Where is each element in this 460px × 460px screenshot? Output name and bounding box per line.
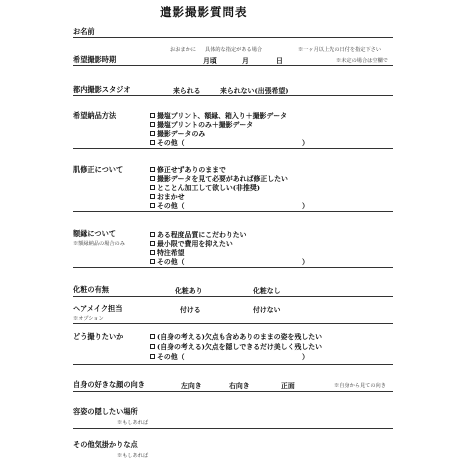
how-option-other[interactable]: その他（	[150, 351, 185, 361]
studio-can-come[interactable]: 来られる	[173, 87, 201, 95]
delivery-option-2[interactable]: 撮塩プリントのみ＋撮影データ	[150, 119, 253, 129]
frame-option-1[interactable]: ある程度品質にこだわりたい	[150, 229, 247, 239]
checkbox-icon[interactable]	[150, 259, 155, 264]
makeup-yes[interactable]: 化粧あり	[175, 287, 203, 295]
checkbox-icon[interactable]	[150, 167, 155, 172]
date-month-approx[interactable]: 月頃	[203, 57, 217, 65]
hair-makeup-none[interactable]: 付けない	[253, 306, 281, 314]
studio-underline	[73, 95, 393, 96]
checkbox-icon[interactable]	[150, 250, 155, 255]
hide-underline	[73, 428, 393, 429]
skin-option-3[interactable]: とことん加工して欲しい(非推奨)	[150, 182, 260, 192]
date-note-rough: おおまかに	[170, 47, 196, 53]
delivery-option-3[interactable]: 撮影データのみ	[150, 128, 205, 138]
frame-underline	[73, 267, 393, 268]
checkbox-icon[interactable]	[150, 203, 155, 208]
hide-note: ※もしあれば	[117, 420, 149, 426]
makeup-no[interactable]: 化粧なし	[253, 287, 281, 295]
angle-label: 自身の好きな顔の向き	[73, 380, 145, 389]
frame-option-other[interactable]: その他（	[150, 256, 185, 266]
delivery-option-1[interactable]: 撮塩プリント、額縁、箱入り＋撮影データ	[150, 110, 287, 120]
hair-makeup-underline	[73, 323, 393, 324]
how-option-1[interactable]: (自身の考える)欠点も含めありのままの姿を残したい	[150, 331, 322, 341]
date-month[interactable]: 月	[242, 57, 249, 65]
angle-left[interactable]: 左向き	[181, 382, 202, 390]
how-underline	[73, 364, 393, 365]
date-underline	[73, 65, 393, 66]
checkbox-icon[interactable]	[150, 131, 155, 136]
how-other-close: ）	[302, 353, 309, 361]
skin-other-close: ）	[302, 202, 309, 210]
angle-note: ※自身から見ての向き	[334, 383, 386, 389]
skin-underline	[73, 211, 393, 212]
checkbox-icon[interactable]	[150, 122, 155, 127]
skin-label: 肌修正について	[73, 165, 124, 174]
checkbox-icon[interactable]	[150, 194, 155, 199]
delivery-underline	[73, 148, 393, 149]
checkbox-icon[interactable]	[150, 113, 155, 118]
studio-label: 都内撮影スタジオ	[73, 85, 131, 94]
checkbox-icon[interactable]	[150, 334, 155, 339]
date-note-advance: ※一ヶ月以上先の日付を指定下さい	[298, 47, 382, 53]
hair-makeup-add[interactable]: 付ける	[180, 306, 201, 314]
makeup-label: 化粧の有無	[73, 285, 109, 294]
checkbox-icon[interactable]	[150, 185, 155, 190]
skin-option-other[interactable]: その他（	[150, 200, 185, 210]
angle-front[interactable]: 正面	[281, 382, 295, 390]
hair-makeup-note: ※オプション	[73, 316, 104, 322]
date-label: 希望撮影時期	[73, 55, 117, 64]
how-label: どう撮りたいか	[73, 332, 124, 341]
name-label: お名前	[73, 27, 95, 36]
delivery-label: 希望納品方法	[73, 111, 117, 120]
checkbox-icon[interactable]	[150, 344, 155, 349]
other-note: ※もしあれば	[117, 453, 149, 459]
date-note-specific: 具体的な指定がある場合	[205, 47, 263, 53]
skin-option-1[interactable]: 修正せずありのままで	[150, 164, 226, 174]
checkbox-icon[interactable]	[150, 176, 155, 181]
checkbox-icon[interactable]	[150, 140, 155, 145]
date-note-undecided: ※未定の場合は空欄で	[336, 58, 388, 64]
name-underline	[73, 37, 393, 38]
frame-option-3[interactable]: 特注希望	[150, 247, 185, 257]
hide-label: 容姿の隠したい場所	[73, 407, 138, 416]
frame-option-2[interactable]: 最小限で費用を抑えたい	[150, 238, 233, 248]
checkbox-icon[interactable]	[150, 354, 155, 359]
how-option-2[interactable]: (自身の考える)欠点を隠しできるだけ美しく残したい	[150, 341, 322, 351]
other-label: その他気掛かりな点	[73, 440, 138, 449]
studio-cannot-come[interactable]: 来られない(出張希望)	[220, 87, 289, 95]
checkbox-icon[interactable]	[150, 241, 155, 246]
angle-underline	[73, 391, 393, 392]
frame-other-close: ）	[302, 258, 309, 266]
frame-note: ※額縁納品の場合のみ	[73, 241, 125, 247]
skin-option-4[interactable]: おまかせ	[150, 191, 185, 201]
angle-right[interactable]: 右向き	[229, 382, 250, 390]
delivery-other-close: ）	[302, 139, 309, 147]
page-title: 遣影撮影質問表	[160, 5, 248, 19]
delivery-option-other[interactable]: その他（	[150, 137, 185, 147]
hair-makeup-label: ヘアメイク担当	[73, 304, 123, 313]
skin-option-2[interactable]: 撮影データを見て必要があれば修正したい	[150, 173, 288, 183]
makeup-underline	[73, 296, 393, 297]
frame-label: 額縁について	[73, 229, 116, 238]
date-day[interactable]: 日	[276, 57, 283, 65]
checkbox-icon[interactable]	[150, 232, 155, 237]
